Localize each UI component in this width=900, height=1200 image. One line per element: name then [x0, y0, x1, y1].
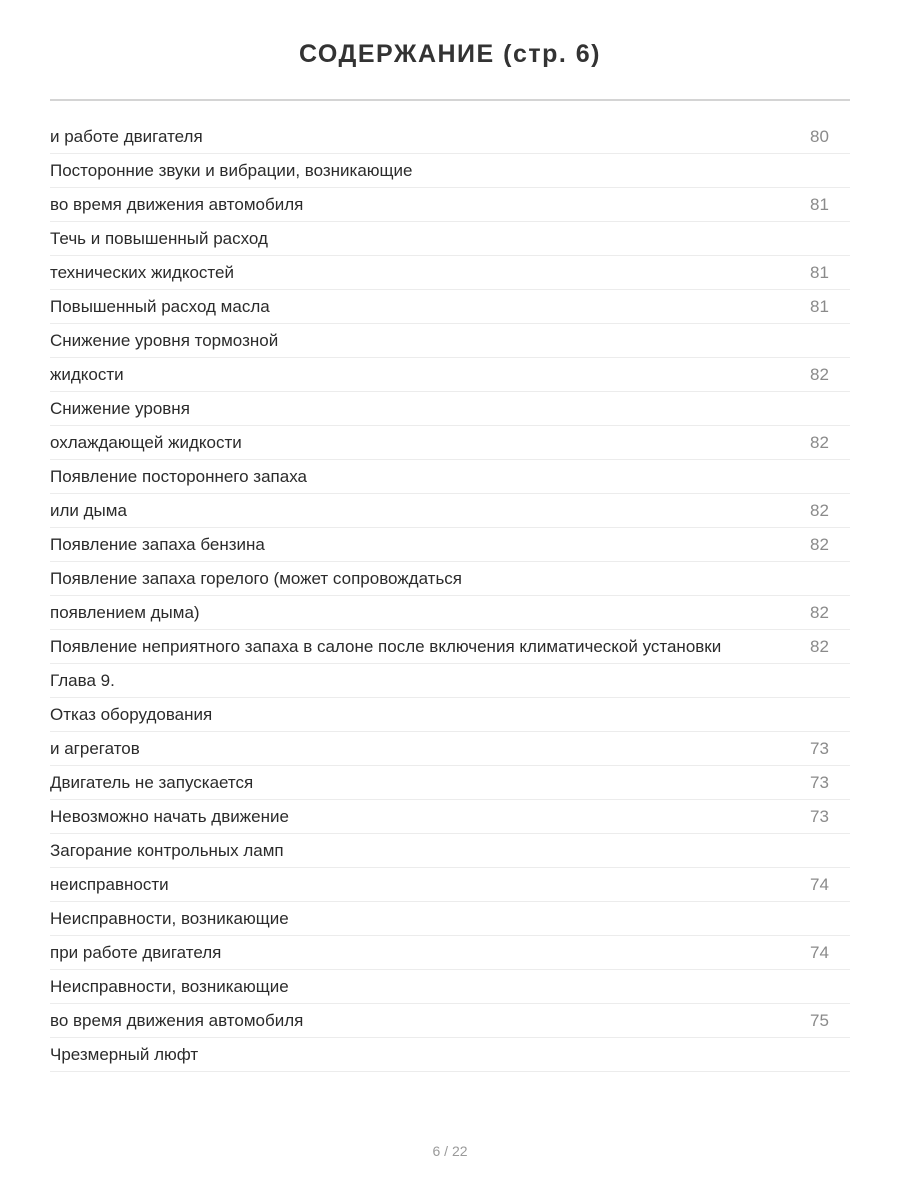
toc-entry-page: 81: [810, 194, 829, 214]
toc-entry-title: Течь и повышенный расход: [50, 228, 268, 248]
toc-entry: [50, 1038, 850, 1072]
toc-entry: [50, 256, 850, 290]
toc-entry-title: Повышенный расход масла: [50, 296, 270, 316]
toc-entry-title: Посторонние звуки и вибрации, возникающие: [50, 160, 413, 180]
toc-entry: [50, 324, 850, 358]
toc-entry: [50, 970, 850, 1004]
toc-entry-page: 73: [810, 738, 829, 758]
toc-entry-title: Появление постороннего запаха: [50, 466, 307, 486]
toc-entry-page: 82: [810, 602, 829, 622]
toc-entry-title: при работе двигателя: [50, 942, 222, 962]
title-divider: [50, 99, 850, 101]
toc-entry: [50, 1004, 850, 1038]
toc-entry-title: Появление запаха горелого (может сопровождаться: [50, 568, 463, 588]
toc-entry-title: или дыма: [50, 500, 127, 520]
toc-entry-title: появлением дыма): [50, 602, 200, 622]
toc-entry: [50, 494, 850, 528]
toc-entry-page: 82: [810, 432, 829, 452]
toc-entry-page: 81: [810, 262, 829, 282]
toc-entry-title: Снижение уровня тормозной: [50, 330, 279, 350]
toc-entry-title: Загорание контрольных ламп: [50, 840, 284, 860]
toc-entry-title: неисправности: [50, 874, 169, 894]
toc-entry: [50, 800, 850, 834]
toc-entry-page: 75: [810, 1010, 829, 1030]
toc-entry: [50, 222, 850, 256]
toc-entry: [50, 120, 850, 154]
toc-list: [50, 120, 850, 1072]
toc-entry-title: Неисправности, возникающие: [50, 976, 289, 996]
toc-entry-title: жидкости: [50, 364, 124, 384]
toc-entry: [50, 290, 850, 324]
toc-entry: [50, 154, 850, 188]
toc-entry-title: охлаждающей жидкости: [50, 432, 242, 452]
toc-entry-page: 82: [810, 534, 829, 554]
toc-entry-title: технических жидкостей: [50, 262, 234, 282]
toc-entry-title: Чрезмерный люфт: [50, 1044, 199, 1064]
toc-entry-title: Невозможно начать движение: [50, 806, 289, 826]
toc-entry: [50, 766, 850, 800]
toc-entry-title: во время движения автомобиля: [50, 1010, 304, 1030]
toc-entry: [50, 732, 850, 766]
toc-entry-title: Неисправности, возникающие: [50, 908, 289, 928]
toc-entry: [50, 392, 850, 426]
page-title: СОДЕРЖАНИЕ (стр. 6): [298, 40, 602, 68]
toc-entry: [50, 358, 850, 392]
toc-entry-page: 74: [810, 874, 829, 894]
toc-entry: [50, 834, 850, 868]
toc-entry: [50, 528, 850, 562]
toc-entry-title: Появление неприятного запаха в салоне после включения климатической установки: [50, 636, 722, 656]
toc-entry: [50, 902, 850, 936]
toc-entry-page: 80: [810, 126, 829, 146]
toc-entry-page: 74: [810, 942, 829, 962]
toc-entry-title: и агрегатов: [50, 738, 140, 758]
toc-entry: [50, 188, 850, 222]
toc-entry: [50, 630, 850, 664]
toc-entry-title: Появление запаха бензина: [50, 534, 265, 554]
toc-entry-title: во время движения автомобиля: [50, 194, 304, 214]
toc-entry-title: Глава 9.: [50, 670, 115, 690]
toc-entry-page: 73: [810, 772, 829, 792]
toc-entry: [50, 698, 850, 732]
page-indicator: 6 / 22: [432, 1143, 468, 1159]
toc-entry: [50, 596, 850, 630]
toc-entry-title: Отказ оборудования: [50, 704, 213, 724]
toc-entry-title: Двигатель не запускается: [50, 772, 254, 792]
toc-entry-title: Снижение уровня: [50, 398, 190, 418]
toc-entry-page: 82: [810, 364, 829, 384]
toc-entry-page: 82: [810, 636, 829, 656]
toc-entry: [50, 426, 850, 460]
toc-entry-page: 73: [810, 806, 829, 826]
toc-entry-title: и работе двигателя: [50, 126, 203, 146]
toc-entry: [50, 868, 850, 902]
toc-entry-page: 82: [810, 500, 829, 520]
toc-entry: [50, 562, 850, 596]
toc-entry-page: 81: [810, 296, 829, 316]
toc-entry: [50, 936, 850, 970]
toc-entry: [50, 460, 850, 494]
toc-entry: [50, 664, 850, 698]
